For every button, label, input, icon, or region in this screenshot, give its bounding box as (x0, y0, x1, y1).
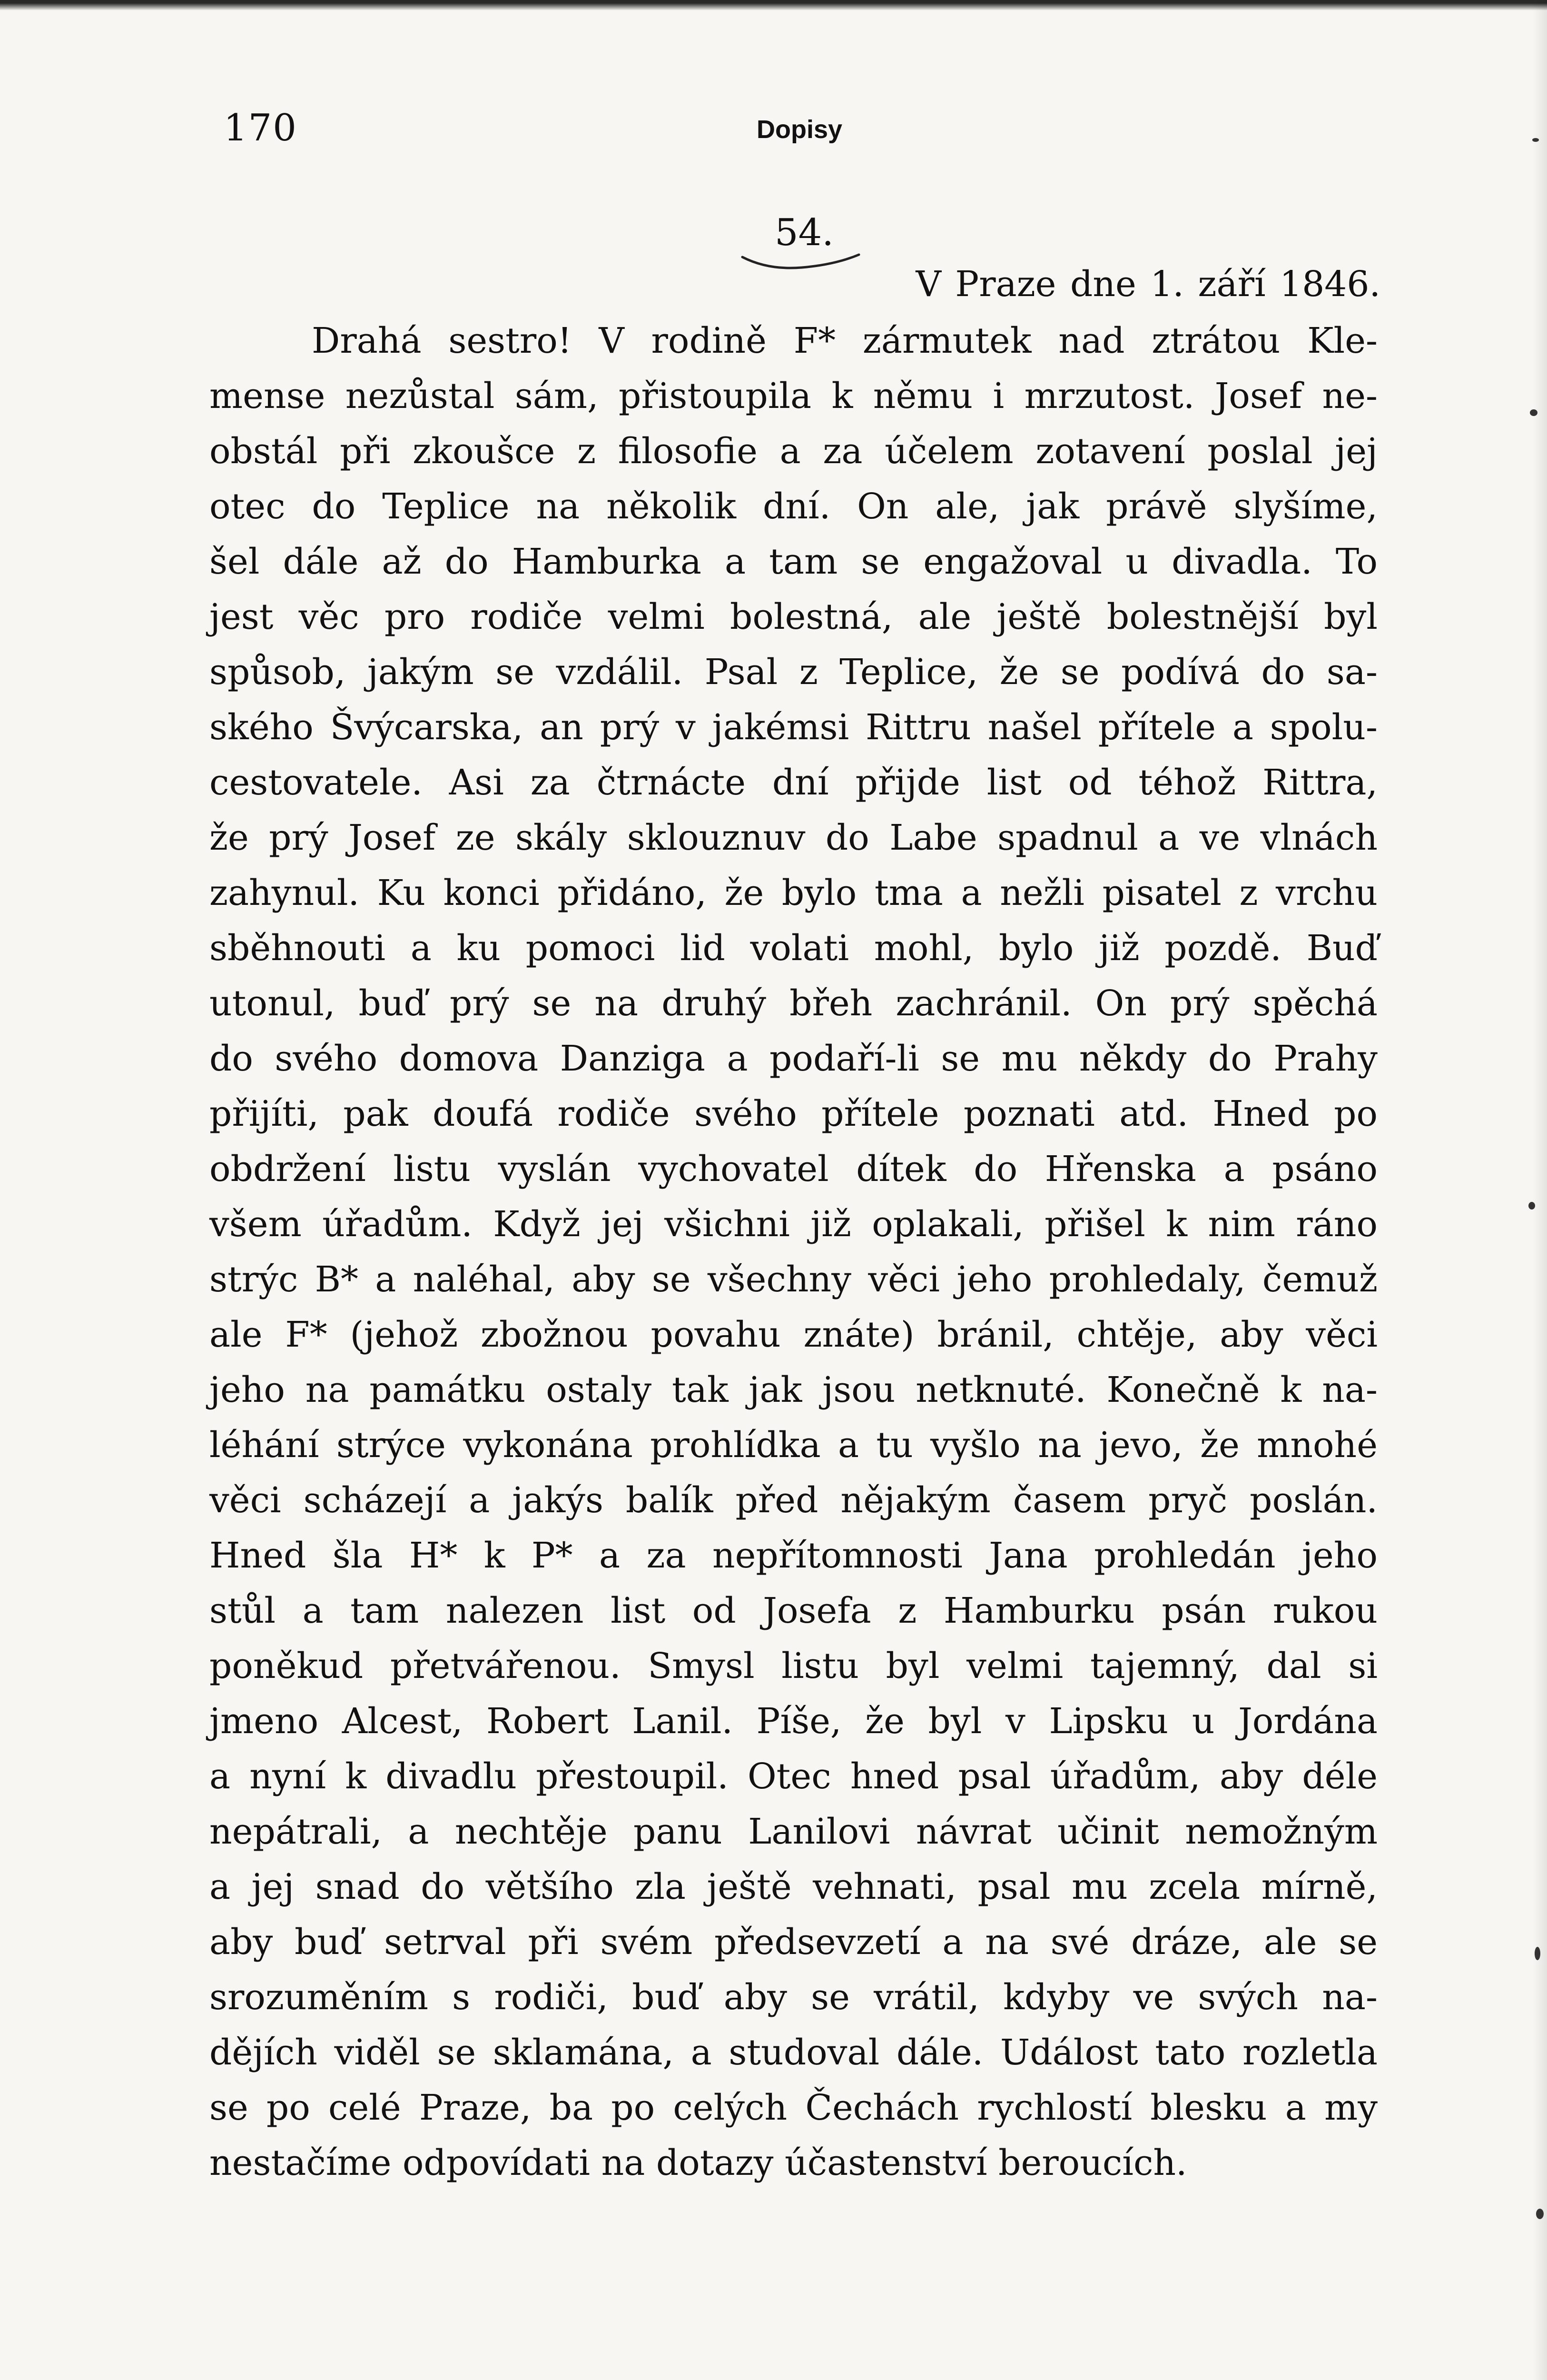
number-swash-ornament (740, 252, 864, 271)
text-line: strýc B* a naléhal, aby se všechny věci jeho prohledaly, čemuž (209, 1259, 1378, 1300)
text-line: obdržení listu vyslán vychovatel dítek do Hřenska a psáno (209, 1149, 1378, 1190)
text-line: přijíti, pak doufá rodiče svého přítele poznati atd. Hned po (209, 1093, 1378, 1134)
text-line: že prý Josef ze skály sklouznuv do Labe spadnul a ve vlnách (209, 817, 1378, 858)
text-line: všem úřadům. Když jej všichni již oplakali, přišel k nim ráno (209, 1204, 1378, 1245)
print-speck (1528, 1202, 1535, 1210)
text-line: jeho na památku ostaly tak jak jsou netknuté. Konečně k na- (209, 1369, 1378, 1410)
page-top-shadow (0, 0, 1547, 10)
running-head: Dopisy (757, 115, 843, 144)
text-line: šel dále až do Hamburka a tam se engažoval u divadla. To (209, 541, 1378, 582)
text-line: cestovatele. Asi za čtrnácte dní přijde list od téhož Rittra, (209, 762, 1378, 803)
print-speck (1535, 1947, 1540, 1960)
text-line: nepátrali, a nechtěje panu Lanilovi návrat učinit nemožným (209, 1811, 1378, 1852)
text-line: jmeno Alcest, Robert Lanil. Píše, že byl v Lipsku u Jordána (209, 1701, 1378, 1742)
text-line: mense nezůstal sám, přistoupila k němu i mrzutost. Josef ne- (209, 376, 1378, 416)
text-line: se po celé Praze, ba po celých Čechách rychlostí blesku a my (209, 2087, 1378, 2128)
page-right-shadow (1533, 0, 1547, 2380)
text-line: ského Švýcarska, an prý v jakémsi Rittru našel přítele a spolu- (209, 707, 1378, 748)
text-line: Drahá sestro! V rodině F* zármutek nad ztrátou Kle- (312, 320, 1378, 361)
text-line: utonul, buď prý se na druhý břeh zachránil. On prý spěchá (209, 983, 1378, 1024)
text-line: stůl a tam nalezen list od Josefa z Hamburku psán rukou (209, 1590, 1378, 1631)
print-speck (1530, 409, 1537, 416)
text-line: a nyní k divadlu přestoupil. Otec hned psal úřadům, aby déle (209, 1756, 1378, 1797)
text-line: obstál při zkoušce z filosofie a za účelem zotavení poslal jej (209, 431, 1378, 472)
print-speck (1536, 2209, 1544, 2219)
text-line: jest věc pro rodiče velmi bolestná, ale ještě bolestnější byl (209, 596, 1378, 637)
page-number: 170 (224, 107, 297, 149)
text-line: ale F* (jehož zbožnou povahu znáte) bránil, chtěje, aby věci (209, 1314, 1378, 1355)
text-line: srozuměním s rodiči, buď aby se vrátil, kdyby ve svých na- (209, 1977, 1378, 2018)
text-line: zahynul. Ku konci přidáno, že bylo tma a nežli pisatel z vrchu (209, 873, 1378, 913)
letter-dateline: V Praze dne 1. září 1846. (916, 264, 1380, 305)
text-line: poněkud přetvářenou. Smysl listu byl velmi tajemný, dal si (209, 1646, 1378, 1686)
letter-number: 54. (775, 211, 834, 254)
text-line: do svého domova Danziga a podaří-li se mu někdy do Prahy (209, 1038, 1378, 1079)
text-line: spůsob, jakým se vzdálil. Psal z Teplice, že se podívá do sa- (209, 652, 1378, 693)
text-line: a jej snad do většího zla ještě vehnati, psal mu zcela mírně, (209, 1866, 1378, 1907)
text-line: sběhnouti a ku pomoci lid volati mohl, bylo již pozdě. Buď (209, 928, 1378, 969)
text-line: nestačíme odpovídati na dotazy účastenství beroucích. (209, 2142, 1187, 2183)
letter-body (209, 313, 1378, 2191)
text-line: věci scházejí a jakýs balík před nějakým časem pryč poslán. (209, 1480, 1378, 1521)
text-line: léhání strýce vykonána prohlídka a tu vyšlo na jevo, že mnohé (209, 1425, 1378, 1466)
text-line: dějích viděl se sklamána, a studoval dále. Událost tato rozletla (209, 2032, 1378, 2073)
print-speck (1532, 138, 1539, 142)
text-line: otec do Teplice na několik dní. On ale, jak právě slyšíme, (209, 486, 1378, 527)
text-line: aby buď setrval při svém předsevzetí a na své dráze, ale se (209, 1922, 1378, 1963)
text-line: Hned šla H* k P* a za nepřítomnosti Jana prohledán jeho (209, 1535, 1378, 1576)
